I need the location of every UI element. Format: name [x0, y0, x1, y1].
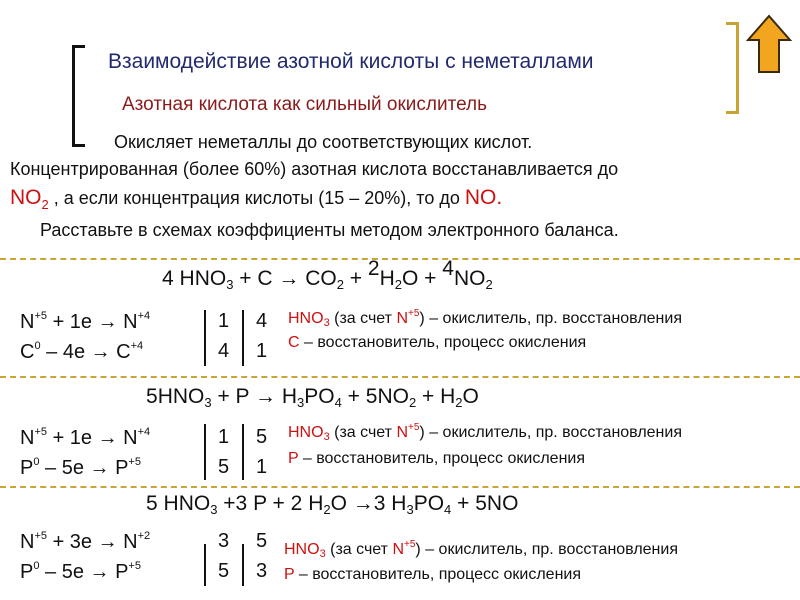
electron-count: 3 [218, 530, 230, 552]
no-formula: NO. [464, 186, 503, 209]
balance-coefficient: 4 [256, 310, 268, 332]
intro-line-2: Концентрированная (более 60%) азотная кислота восстанавливается до [10, 159, 619, 179]
balance-separator [242, 310, 244, 366]
electron-count: 1 [218, 310, 230, 332]
balance-coefficient: 1 [256, 340, 268, 362]
balance-separator [242, 424, 244, 480]
half-reaction-reducer: $P^0 - 5e \to P^{+5}$ [20, 560, 141, 583]
equation-1: 4 $HNO_3 + C \to CO_2 + 2H_2O + 4NO_2$ [162, 257, 493, 292]
up-arrow-icon[interactable] [746, 14, 792, 74]
equation-2: $5HNO_3 + P \to H_3PO_4 + 5NO_2 + H_2O$ [146, 385, 479, 410]
divider [0, 258, 800, 260]
task-text: Расставьте в схемах коэффициенты методом электронного баланса. [40, 220, 619, 240]
balance-coefficient: 1 [256, 456, 268, 478]
balance-separator [204, 424, 206, 480]
electron-count: 5 [218, 456, 230, 478]
electron-count: 5 [218, 560, 230, 582]
oxidizer-note: $HNO_3$ (за счет $N^{+5}$) – окислитель, пр. восстановления [288, 422, 682, 443]
reducer-note: C – восстановитель, процесс окисления [288, 334, 587, 351]
no2-formula: $NO_2$ [10, 186, 49, 213]
oxidizer-note: $HNO_3$ (за счет $N^{+5}$) – окислитель, пр. восстановления [284, 539, 678, 560]
reducer-note: P – восстановитель, процесс окисления [288, 450, 585, 467]
equation-3: 5 $HNO_3 +3$ P + 2 $H_2O \to 3$ $H_3PO_4 + 5NO$ [146, 492, 519, 517]
divider [0, 376, 800, 378]
right-bracket-decoration [726, 22, 739, 114]
intro-line-3: $NO_2$ , а если концентрация кислоты (15 – 20%), то до NO. [10, 186, 503, 213]
half-reaction-reducer: $P^0 - 5e \to P^{+5}$ [20, 456, 141, 479]
half-reaction-oxidizer: $N^{+5} + 1e \to N^{+4}$ [20, 310, 151, 333]
balance-separator [242, 544, 244, 586]
balance-separator [204, 310, 206, 366]
balance-separator [204, 544, 206, 586]
balance-coefficient: 5 [256, 530, 268, 552]
intro-line-1: Окисляет неметаллы до соответствующих кислот. [114, 132, 533, 152]
reducer-note: P – восстановитель, процесс окисления [284, 566, 581, 583]
electron-count: 1 [218, 426, 230, 448]
divider [0, 486, 800, 488]
half-reaction-oxidizer: $N^{+5} + 3e \to N^{+2}$ [20, 530, 151, 553]
page-title: Взаимодействие азотной кислоты с неметаллами [108, 50, 594, 73]
balance-coefficient: 5 [256, 426, 268, 448]
page-subtitle: Азотная кислота как сильный окислитель [122, 94, 487, 115]
left-bracket-decoration [72, 45, 85, 147]
half-reaction-reducer: $C^0 - 4e \to C^{+4}$ [20, 340, 144, 363]
oxidizer-note: $HNO_3$ (за счет $N^{+5}$) – окислитель, пр. восстановления [288, 308, 682, 329]
electron-count: 4 [218, 340, 230, 362]
half-reaction-oxidizer: $N^{+5} + 1e \to N^{+4}$ [20, 426, 151, 449]
balance-coefficient: 3 [256, 560, 268, 582]
